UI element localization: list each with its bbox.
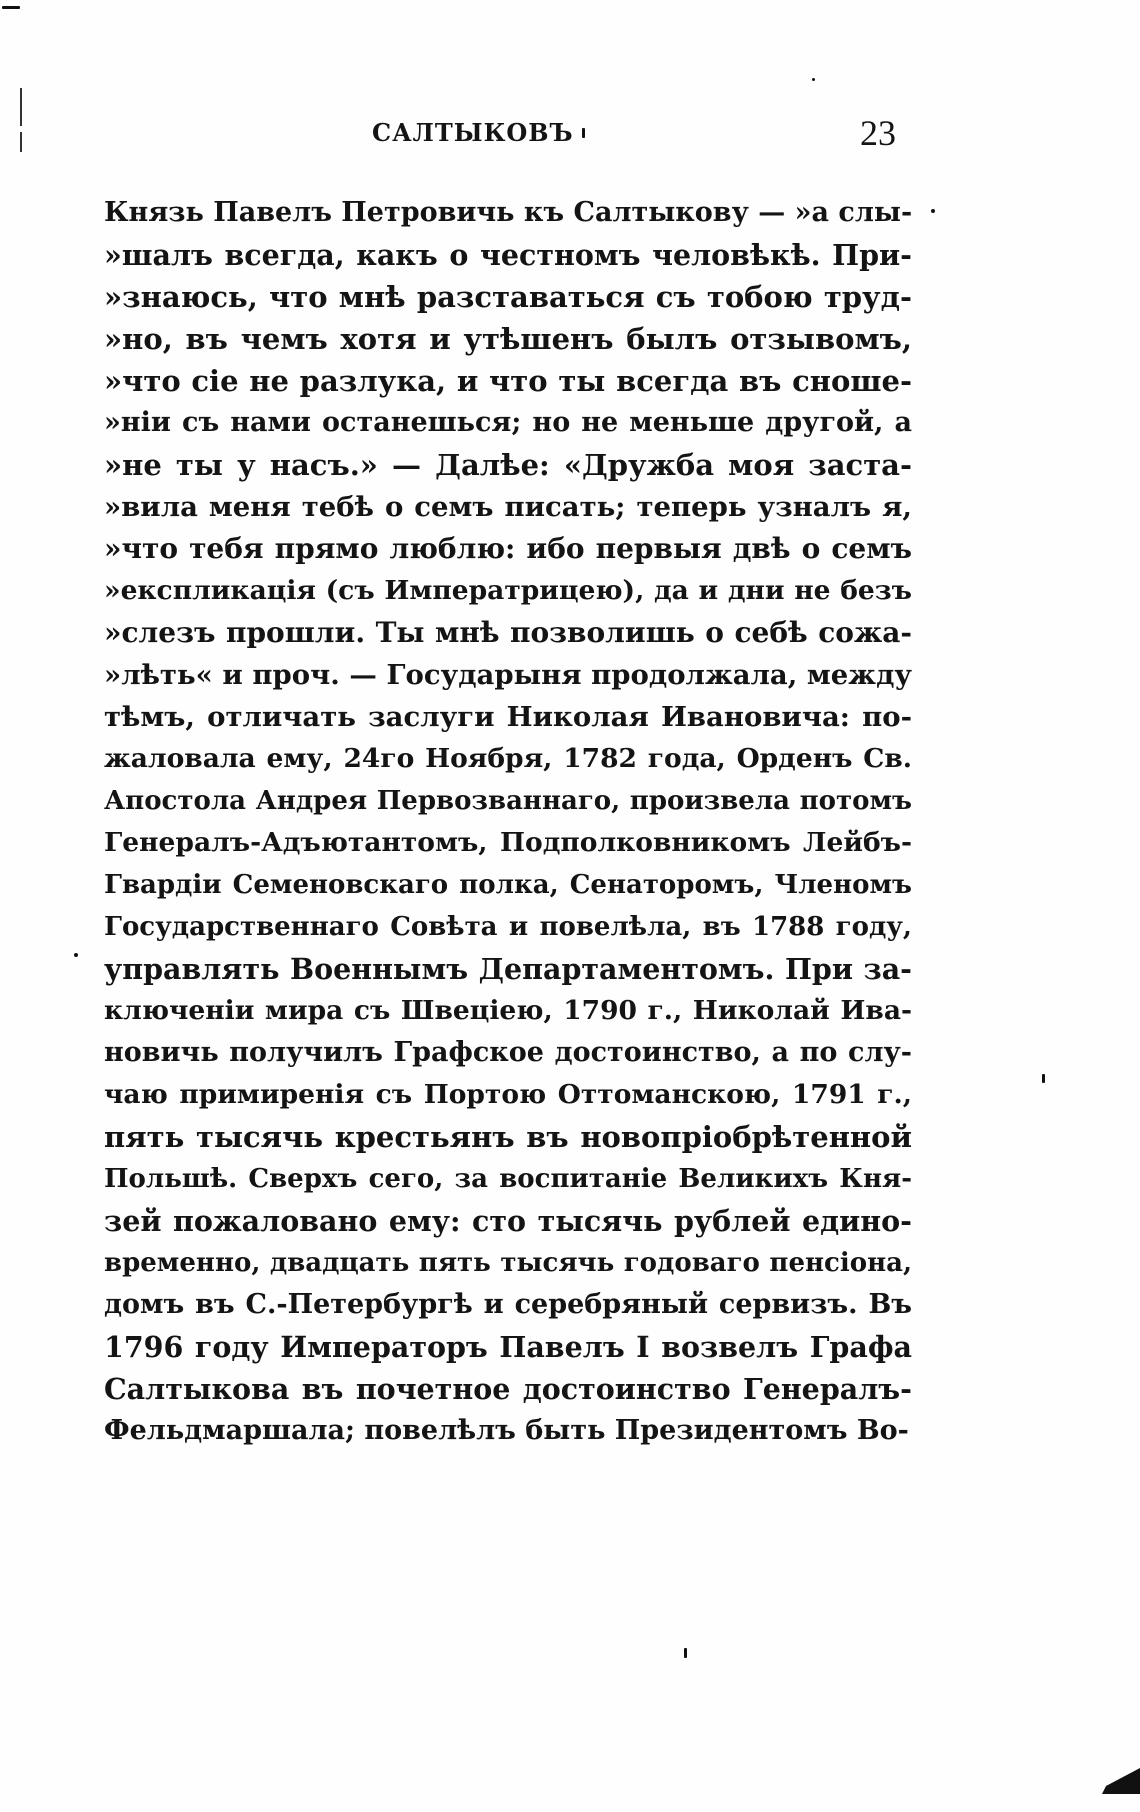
running-head-title: САЛТЫКОВЪ [372, 118, 574, 147]
text-line: »слезъ прошли. Ты мнѣ позволишь о себѣ сожа- [104, 616, 912, 649]
page-number: 23 [860, 113, 896, 153]
text-line: Гвардіи Семеновскаго полка, Сенаторомъ, Членомъ [104, 870, 912, 900]
text-line: временно, двадцать пять тысячь годоваго пенсіона, [104, 1248, 912, 1278]
text-line: домъ въ С.-Петербургѣ и серебряный сервизъ. Въ [104, 1289, 912, 1320]
corner-scan-mark [1100, 1764, 1140, 1794]
text-line: пять тысячь крестьянъ въ новопріобрѣтенной [104, 1120, 912, 1154]
text-line: »знаюсь, что мнѣ разставаться съ тобою труд- [104, 280, 912, 314]
text-line: Князь Павелъ Петровичь къ Салтыкову — »а слы- [104, 197, 912, 228]
text-line: »шалъ всегда, какъ о честномъ человѣкѣ. При- [104, 238, 912, 272]
text-line: »вила меня тебѣ о семъ писать; теперь узналъ я, [104, 491, 912, 523]
text-line: управлять Военнымъ Департаментомъ. При за- [104, 952, 912, 986]
text-line: Апостола Андрея Первозваннаго, произвела потомъ [104, 786, 912, 816]
text-line: »експликація (съ Императрицею), да и дни не безъ [104, 575, 912, 606]
text-line: »но, въ чемъ хотя и утѣшенъ былъ отзывомъ, [104, 322, 912, 356]
text-line: новичь получилъ Графское достоинство, а по слу- [104, 1037, 912, 1068]
scan-speck [931, 209, 935, 213]
text-line: »лѣть« и проч. — Государыня продолжала, между [104, 659, 912, 691]
scan-speck [1042, 1074, 1045, 1083]
scan-edge-line [20, 132, 22, 152]
text-line: »ніи съ нами останешься; но не меньше другой, а [104, 407, 912, 438]
text-line: тѣмъ, отличать заслуги Николая Ивановича: по- [104, 701, 912, 733]
text-line: »что сіе не разлука, и что ты всегда въ сноше- [104, 364, 912, 398]
text-line: Салтыкова въ почетное достоинство Генералъ- [104, 1372, 912, 1406]
scan-speck [74, 953, 78, 957]
text-line: чаю примиренія съ Портою Оттоманскою, 1791 г., [104, 1079, 912, 1110]
text-line: Государственнаго Совѣта и повелѣла, въ 1788 году, [104, 912, 912, 942]
text-line: Фельдмаршала; повелѣлъ быть Президентомъ Во- [104, 1415, 909, 1446]
scan-speck [582, 128, 585, 138]
text-line: »не ты у насъ.» — Далѣе: «Дружба моя заста- [104, 448, 912, 482]
text-line: зей пожаловано ему: сто тысячь рублей едино- [104, 1204, 912, 1238]
text-line: ключеніи мира съ Швеціею, 1790 г., Николай Ива- [104, 995, 912, 1026]
scan-speck [2, 6, 20, 9]
text-line: жаловала ему, 24го Ноября, 1782 года, Орденъ Св. [104, 743, 912, 774]
text-line: Польшѣ. Сверхъ сего, за воспитаніе Великихъ Кня- [104, 1164, 912, 1194]
text-line: Генералъ-Адъютантомъ, Подполковникомъ Лейбъ- [104, 827, 912, 858]
scan-speck [812, 78, 815, 81]
text-line: 1796 году Императоръ Павелъ I возвелъ Графа [104, 1330, 912, 1364]
body-text [104, 192, 912, 1452]
scan-edge-line [20, 88, 22, 126]
scan-speck [684, 1648, 687, 1658]
text-line: »что тебя прямо люблю: ибо первыя двѣ о семъ [104, 532, 912, 565]
